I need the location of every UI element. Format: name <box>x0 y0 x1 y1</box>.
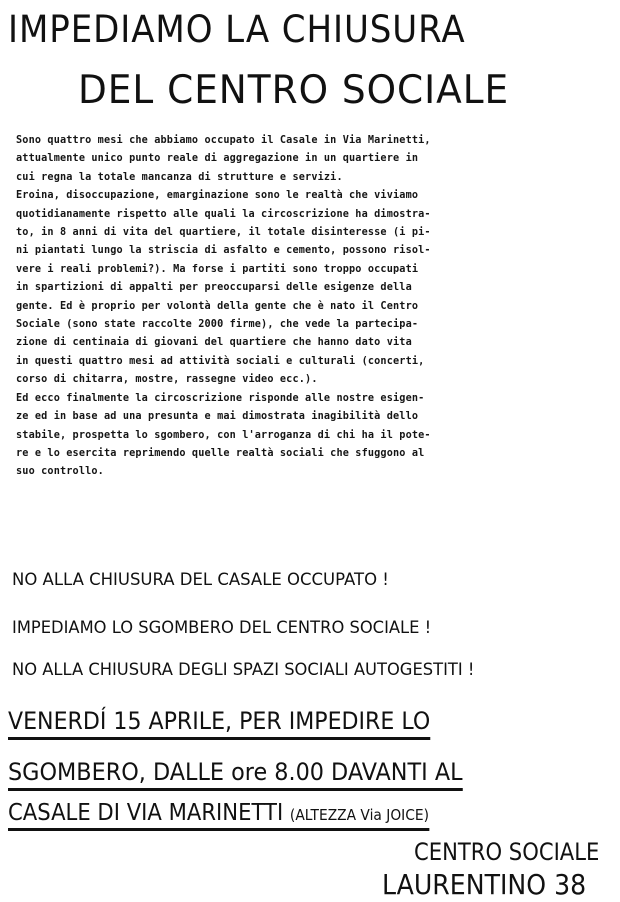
body-line: ze ed in base ad una presunta e mai dimostrata inagibilità dello <box>16 411 419 423</box>
headline-line-2: DEL CENTRO SOCIALE <box>78 68 510 113</box>
slogan-line-3: NO ALLA CHIUSURA DEGLI SPAZI SOCIALI AUTOGESTITI ! <box>12 660 475 680</box>
body-line: cui regna la totale mancanza di strutture e servizi. <box>16 171 343 183</box>
body-line: quotidianamente rispetto alle quali la circoscrizione ha dimostra- <box>16 208 431 220</box>
body-line: in spartizioni di appalti per preoccuparsi delle esigenze della <box>16 282 412 294</box>
body-line: re e lo esercita reprimendo quelle realtà sociali che sfuggono al <box>16 447 425 459</box>
body-paragraph <box>16 132 616 482</box>
headline-line-1: IMPEDIAMO LA CHIUSURA <box>8 8 466 51</box>
signature-line-2: LAURENTINO 38 <box>382 868 587 901</box>
slogan-line-1: NO ALLA CHIUSURA DEL CASALE OCCUPATO ! <box>12 570 389 590</box>
body-line: vere i reali problemi?). Ma forse i partiti sono troppo occupati <box>16 263 419 275</box>
body-line: suo controllo. <box>16 466 104 478</box>
body-line: Eroina, disoccupazione, emarginazione sono le realtà che viviamo <box>16 190 419 202</box>
body-line: corso di chitarra, mostre, rassegne video ecc.). <box>16 374 318 386</box>
event-notice-line-1: VENERDÍ 15 APRILE, PER IMPEDIRE LO <box>8 707 430 740</box>
body-line: gente. Ed è proprio per volontà della gente che è nato il Centro <box>16 300 419 312</box>
body-line: in questi quattro mesi ad attività sociali e culturali (concerti, <box>16 355 425 367</box>
body-line: to, in 8 anni di vita del quartiere, il totale disinteresse (i pi- <box>16 227 431 239</box>
event-notice-line-2: SGOMBERO, DALLE ore 8.00 DAVANTI AL <box>8 758 463 791</box>
event-location-note: (ALTEZZA Via JOICE) <box>289 806 430 824</box>
event-notice-line-3 <box>8 800 429 831</box>
body-line: Sono quattro mesi che abbiamo occupato il Casale in Via Marinetti, <box>16 135 431 146</box>
body-line: attualmente unico punto reale di aggregazione in un quartiere in <box>16 153 419 165</box>
body-line: Sociale (sono state raccolte 2000 firme), che vede la partecipa- <box>16 319 419 331</box>
signature-line-1: CENTRO SOCIALE <box>414 838 600 866</box>
body-line: stabile, prospetta lo sgombero, con l'arroganza di chi ha il pote- <box>16 429 431 441</box>
body-line: ni piantati lungo la striscia di asfalto e cemento, possono risol- <box>16 245 431 257</box>
event-location: CASALE DI VIA MARINETTI <box>8 800 284 826</box>
body-line: Ed ecco finalmente la circoscrizione risponde alle nostre esigen- <box>16 392 425 404</box>
slogan-line-2: IMPEDIAMO LO SGOMBERO DEL CENTRO SOCIALE ! <box>12 618 432 638</box>
body-line: zione di centinaia di giovani del quartiere che hanno dato vita <box>16 337 412 349</box>
